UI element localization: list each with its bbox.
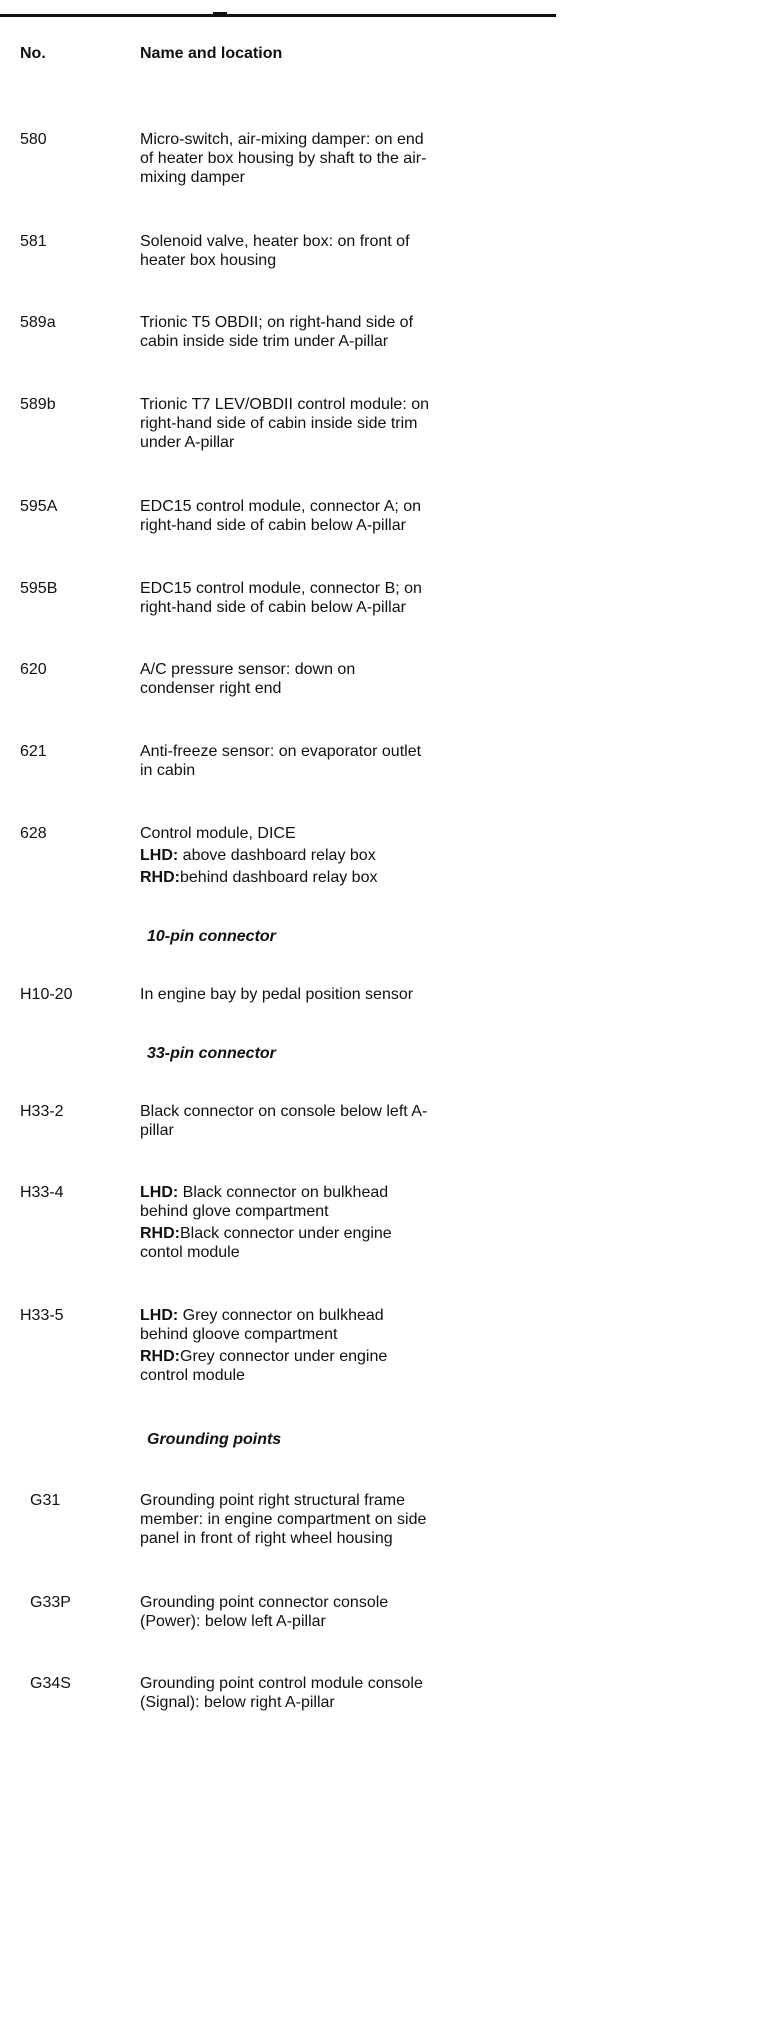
- row-no: 595A: [20, 498, 58, 515]
- header-no: No.: [20, 45, 46, 62]
- lhd-label: LHD:: [140, 1184, 179, 1201]
- row-desc: Grounding point connector console (Power): below left A-pillar: [140, 1594, 389, 1630]
- row-desc: Grounding point right structural frame member: in engine compartment on side panel in front of right wheel housing: [140, 1492, 427, 1547]
- row-desc: Solenoid valve, heater box: on front of heater box housing: [140, 233, 410, 269]
- section-heading-grounding: Grounding points: [147, 1431, 282, 1448]
- row-desc: Micro-switch, air-mixing damper: on end of heater box housing by shaft to the air- mixing damper: [140, 131, 427, 186]
- row-desc: Anti-freeze sensor: on evaporator outlet in cabin: [140, 743, 422, 779]
- header-name: Name and location: [140, 45, 283, 62]
- row-no: G33P: [30, 1594, 71, 1611]
- row-no: 620: [20, 661, 47, 678]
- row-desc: EDC15 control module, connector A; on right-hand side of cabin below A-pillar: [140, 498, 422, 534]
- rhd-label: RHD:: [140, 1225, 180, 1242]
- rhd-label: RHD:: [140, 869, 180, 886]
- section-heading-33pin: 33-pin connector: [147, 1045, 276, 1062]
- row-no: 628: [20, 825, 47, 842]
- row-desc: Trionic T5 OBDII; on right-hand side of cabin inside side trim under A-pillar: [140, 314, 414, 350]
- row-no: H10-20: [20, 986, 73, 1003]
- row-desc: Control module, DICE LHD: above dashboard relay box RHD:behind dashboard relay box: [140, 825, 378, 886]
- section-heading-10pin: 10-pin connector: [147, 928, 276, 945]
- top-rule-mark: [213, 12, 227, 14]
- row-desc: Black connector on console below left A- pillar: [140, 1103, 428, 1139]
- row-no: G31: [30, 1492, 61, 1509]
- lhd-label: LHD:: [140, 1307, 179, 1324]
- row-no: H33-5: [20, 1307, 64, 1324]
- row-desc: In engine bay by pedal position sensor: [140, 986, 414, 1003]
- rhd-label: RHD:: [140, 1348, 180, 1365]
- row-desc: A/C pressure sensor: down on condenser right end: [140, 661, 356, 697]
- row-desc: Grounding point control module console (Signal): below right A-pillar: [140, 1675, 423, 1711]
- row-no: G34S: [30, 1675, 71, 1692]
- row-no: H33-2: [20, 1103, 64, 1120]
- row-no: 580: [20, 131, 47, 148]
- lhd-label: LHD:: [140, 847, 179, 864]
- row-no: 621: [20, 743, 47, 760]
- row-no: 595B: [20, 580, 58, 597]
- top-rule: [0, 14, 556, 17]
- row-desc: Trionic T7 LEV/OBDII control module: on right-hand side of cabin inside side trim under A-pillar: [140, 396, 430, 451]
- row-desc: EDC15 control module, connector B; on right-hand side of cabin below A-pillar: [140, 580, 422, 616]
- row-no: 581: [20, 233, 47, 250]
- row-no: 589a: [20, 314, 56, 331]
- row-no: 589b: [20, 396, 56, 413]
- row-no: H33-4: [20, 1184, 64, 1201]
- row-desc: LHD: Grey connector on bulkhead behind gloove compartment RHD:Grey connector under engine control module: [140, 1307, 388, 1384]
- row-desc: LHD: Black connector on bulkhead behind glove compartment RHD:Black connector under engine contol module: [140, 1184, 392, 1261]
